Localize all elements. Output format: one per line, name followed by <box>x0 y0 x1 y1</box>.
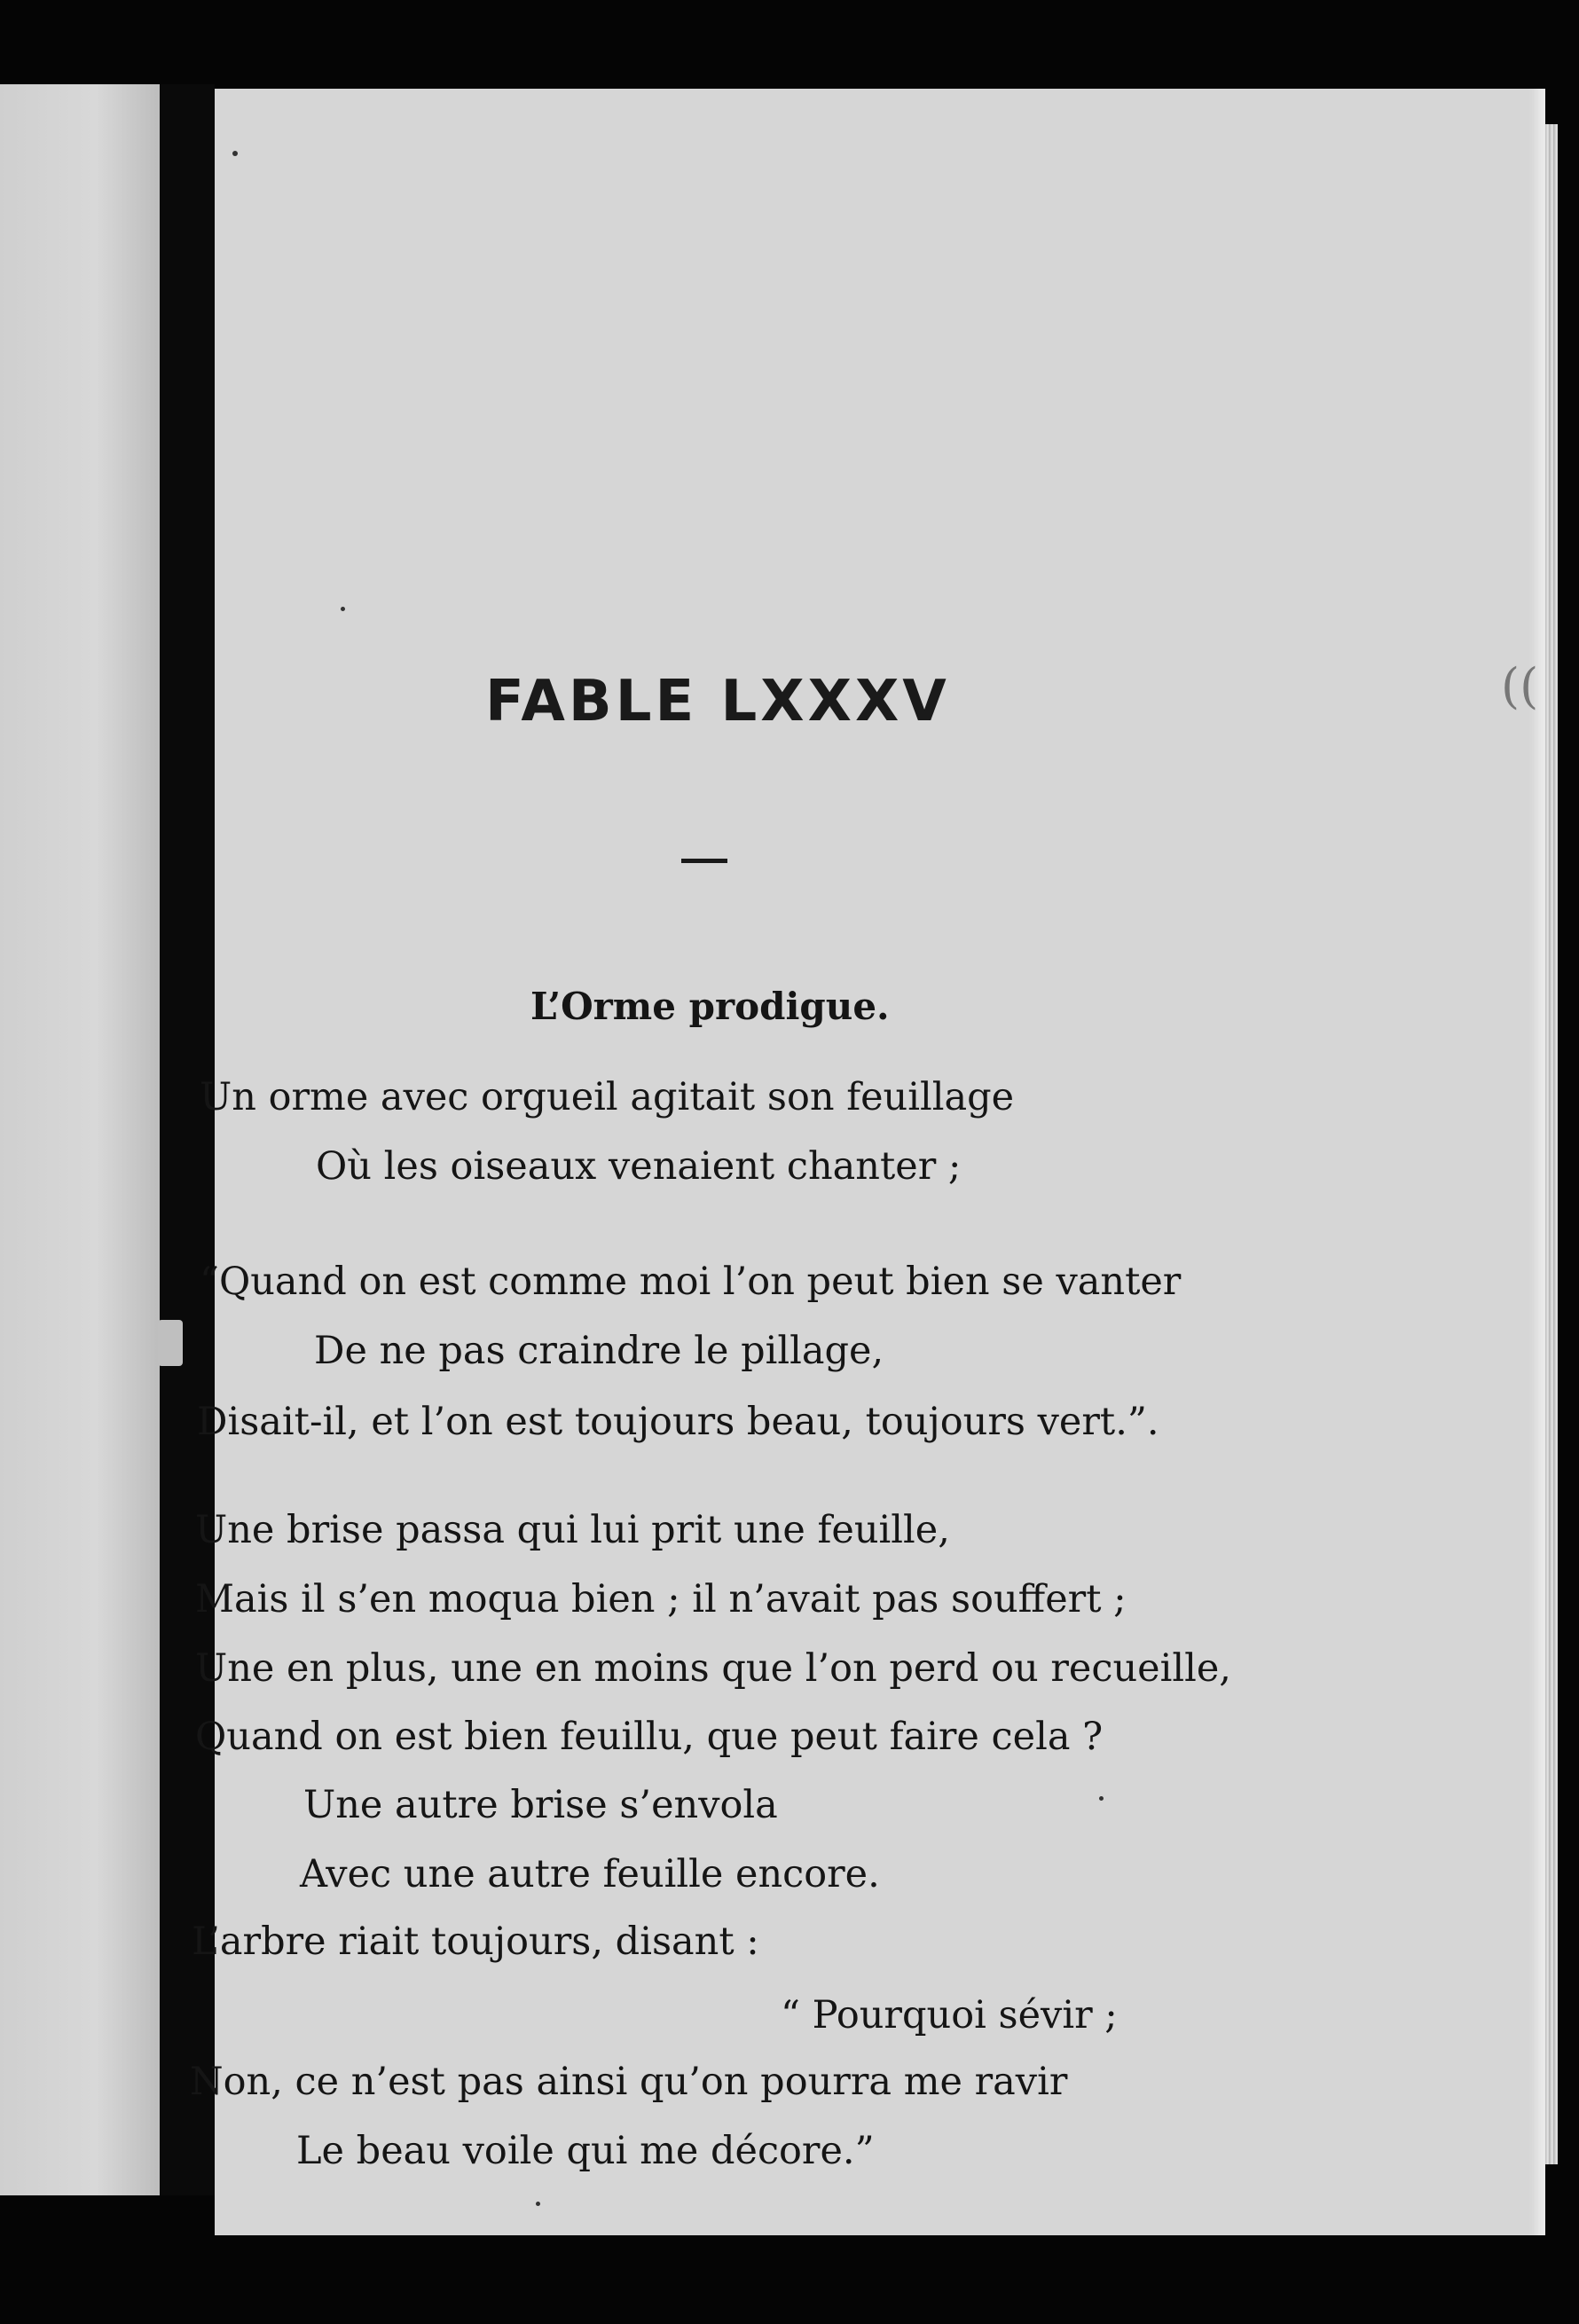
poem-line: Disait-il, et l’on est toujours beau, toujours vert.”. <box>197 1400 1159 1444</box>
poem-line: “ Pourquoi sévir ; <box>781 1993 1118 2037</box>
book-gutter <box>160 84 215 2195</box>
ink-speck <box>232 151 238 156</box>
ink-speck <box>536 2202 540 2206</box>
page-crease-mark: (( <box>1501 658 1539 714</box>
poem-line: De ne pas craindre le pillage, <box>314 1329 884 1373</box>
page-stack-edge <box>1545 124 1558 2164</box>
poem-line: Mais il s’en moqua bien ; il n’avait pas souffert ; <box>195 1577 1127 1621</box>
poem-line: Un orme avec orgueil agitait son feuillage <box>200 1075 1015 1119</box>
fable-heading: L’Orme prodigue. <box>530 985 890 1028</box>
title-separator <box>681 859 727 863</box>
poem-line: Où les oiseaux venaient chanter ; <box>316 1144 962 1189</box>
poem-line: Une en plus, une en moins que l’on perd ou recueille, <box>195 1646 1231 1691</box>
ink-speck <box>1099 1796 1104 1801</box>
page-title: FABLE LXXXV <box>485 669 950 734</box>
page-tear <box>158 1320 183 1366</box>
poem-line: Le beau voile qui me décore.” <box>296 2129 875 2173</box>
poem-line: Non, ce n’est pas ainsi qu’on pourra me ravir <box>190 2060 1068 2104</box>
poem-line: Avec une autre feuille encore. <box>300 1852 880 1896</box>
poem-line: Une autre brise s’envola <box>303 1783 778 1827</box>
poem-line: Quand on est bien feuillu, que peut faire cela ? <box>195 1715 1104 1759</box>
left-page-edge <box>0 84 160 2195</box>
poem-line: “Quand on est comme moi l’on peut bien se vanter <box>200 1260 1182 1304</box>
poem-line: Une brise passa qui lui prit une feuille, <box>195 1508 950 1552</box>
ink-speck <box>341 607 345 611</box>
poem-line: L’arbre riait toujours, disant : <box>192 1920 759 1964</box>
